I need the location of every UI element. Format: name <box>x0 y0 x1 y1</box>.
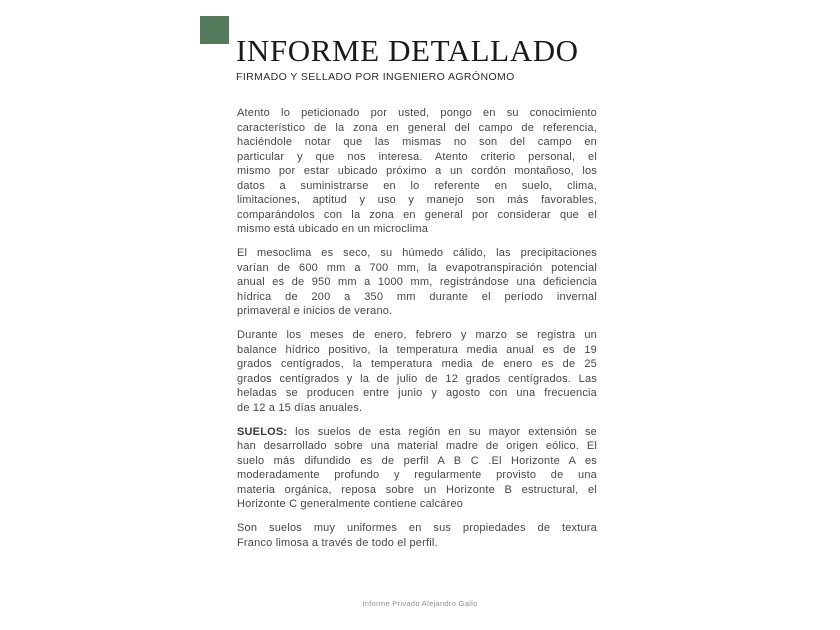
paragraph-line: materia orgánica, reposa sobre un Horizonte B estructural, el <box>237 483 597 496</box>
paragraph-line: suelo más difundido es de perfil A B C .El Horizonte A es <box>237 454 597 467</box>
paragraph-line: limitaciones, aptitud y uso y manejo son más favorables, <box>237 194 597 206</box>
page-footer: Informe Privado Alejandro Gallo <box>362 599 478 608</box>
paragraph-line: balance hídrico positivo, la temperatura media anual es de 19 <box>237 343 597 356</box>
paragraph-line: han desarrollado sobre una material madre de origen eólico. El <box>237 440 597 452</box>
paragraph <box>237 328 597 415</box>
paragraph-line: mismo por estar ubicado próximo a un cordón montañoso, los <box>237 165 597 177</box>
accent-square <box>200 16 229 44</box>
paragraph <box>237 106 597 237</box>
paragraph-line: heladas se producen entre junio y agosto con una frecuencia <box>237 387 597 399</box>
paragraph-line: anual es de 950 mm a 1000 mm, registrándose una deficiencia <box>237 276 597 288</box>
paragraph-line: varían de 600 mm a 700 mm, la evapotranspiración potencial <box>237 261 597 274</box>
page-subtitle: FIRMADO Y SELLADO POR INGENIERO AGRÓNOMO <box>236 71 515 83</box>
paragraph-line: Durante los meses de enero, febrero y marzo se registra un <box>237 329 597 341</box>
paragraph-line: El mesoclima es seco, su húmedo cálido, las precipitaciones <box>237 247 597 259</box>
paragraph-line: particular y que nos interesa. Atento criterio personal, el <box>237 150 597 163</box>
paragraph <box>237 425 597 512</box>
document-body <box>237 106 597 560</box>
paragraph-line: grados centígrados y la de julio de 12 grados centígrados. Las <box>237 372 597 385</box>
paragraph-line: grados centígrados, la temperatura media de enero es de 25 <box>237 358 597 370</box>
paragraph-line: haciéndole notar que las mismas no son del campo en <box>237 136 597 148</box>
paragraph-lead: SUELOS: <box>237 425 288 438</box>
paragraph-line: hídrica de 200 a 350 mm durante el período invernal <box>237 290 597 303</box>
paragraph-line: Franco limosa a través de todo el perfil. <box>237 536 438 549</box>
paragraph-line: SUELOS: los suelos de esta región en su mayor extensión se <box>237 425 597 438</box>
paragraph-line: de 12 a 15 días anuales. <box>237 401 363 414</box>
paragraph <box>237 521 597 550</box>
page-title: INFORME DETALLADO <box>236 33 579 68</box>
paragraph-line: característico de la zona en general del campo de referencia, <box>237 121 597 134</box>
paragraph <box>237 246 597 319</box>
paragraph-line: moderadamente profundo y regularmente provisto de una <box>237 469 597 481</box>
paragraph-line: Atento lo peticionado por usted, pongo en su conocimiento <box>237 107 597 119</box>
paragraph-line: comparándolos con la zona en general por considerar que el <box>237 208 597 221</box>
paragraph-line: datos a suministrarse en lo referente en suelo, clima, <box>237 179 597 192</box>
document-header <box>236 35 579 83</box>
paragraph-line: primaveral e inicios de verano. <box>237 305 393 317</box>
paragraph-line: Son suelos muy uniformes en sus propiedades de textura <box>237 522 597 534</box>
paragraph-line: mismo está ubicado en un microclima <box>237 223 429 235</box>
paragraph-line: Horizonte C generalmente contiene calcáreo <box>237 498 464 510</box>
